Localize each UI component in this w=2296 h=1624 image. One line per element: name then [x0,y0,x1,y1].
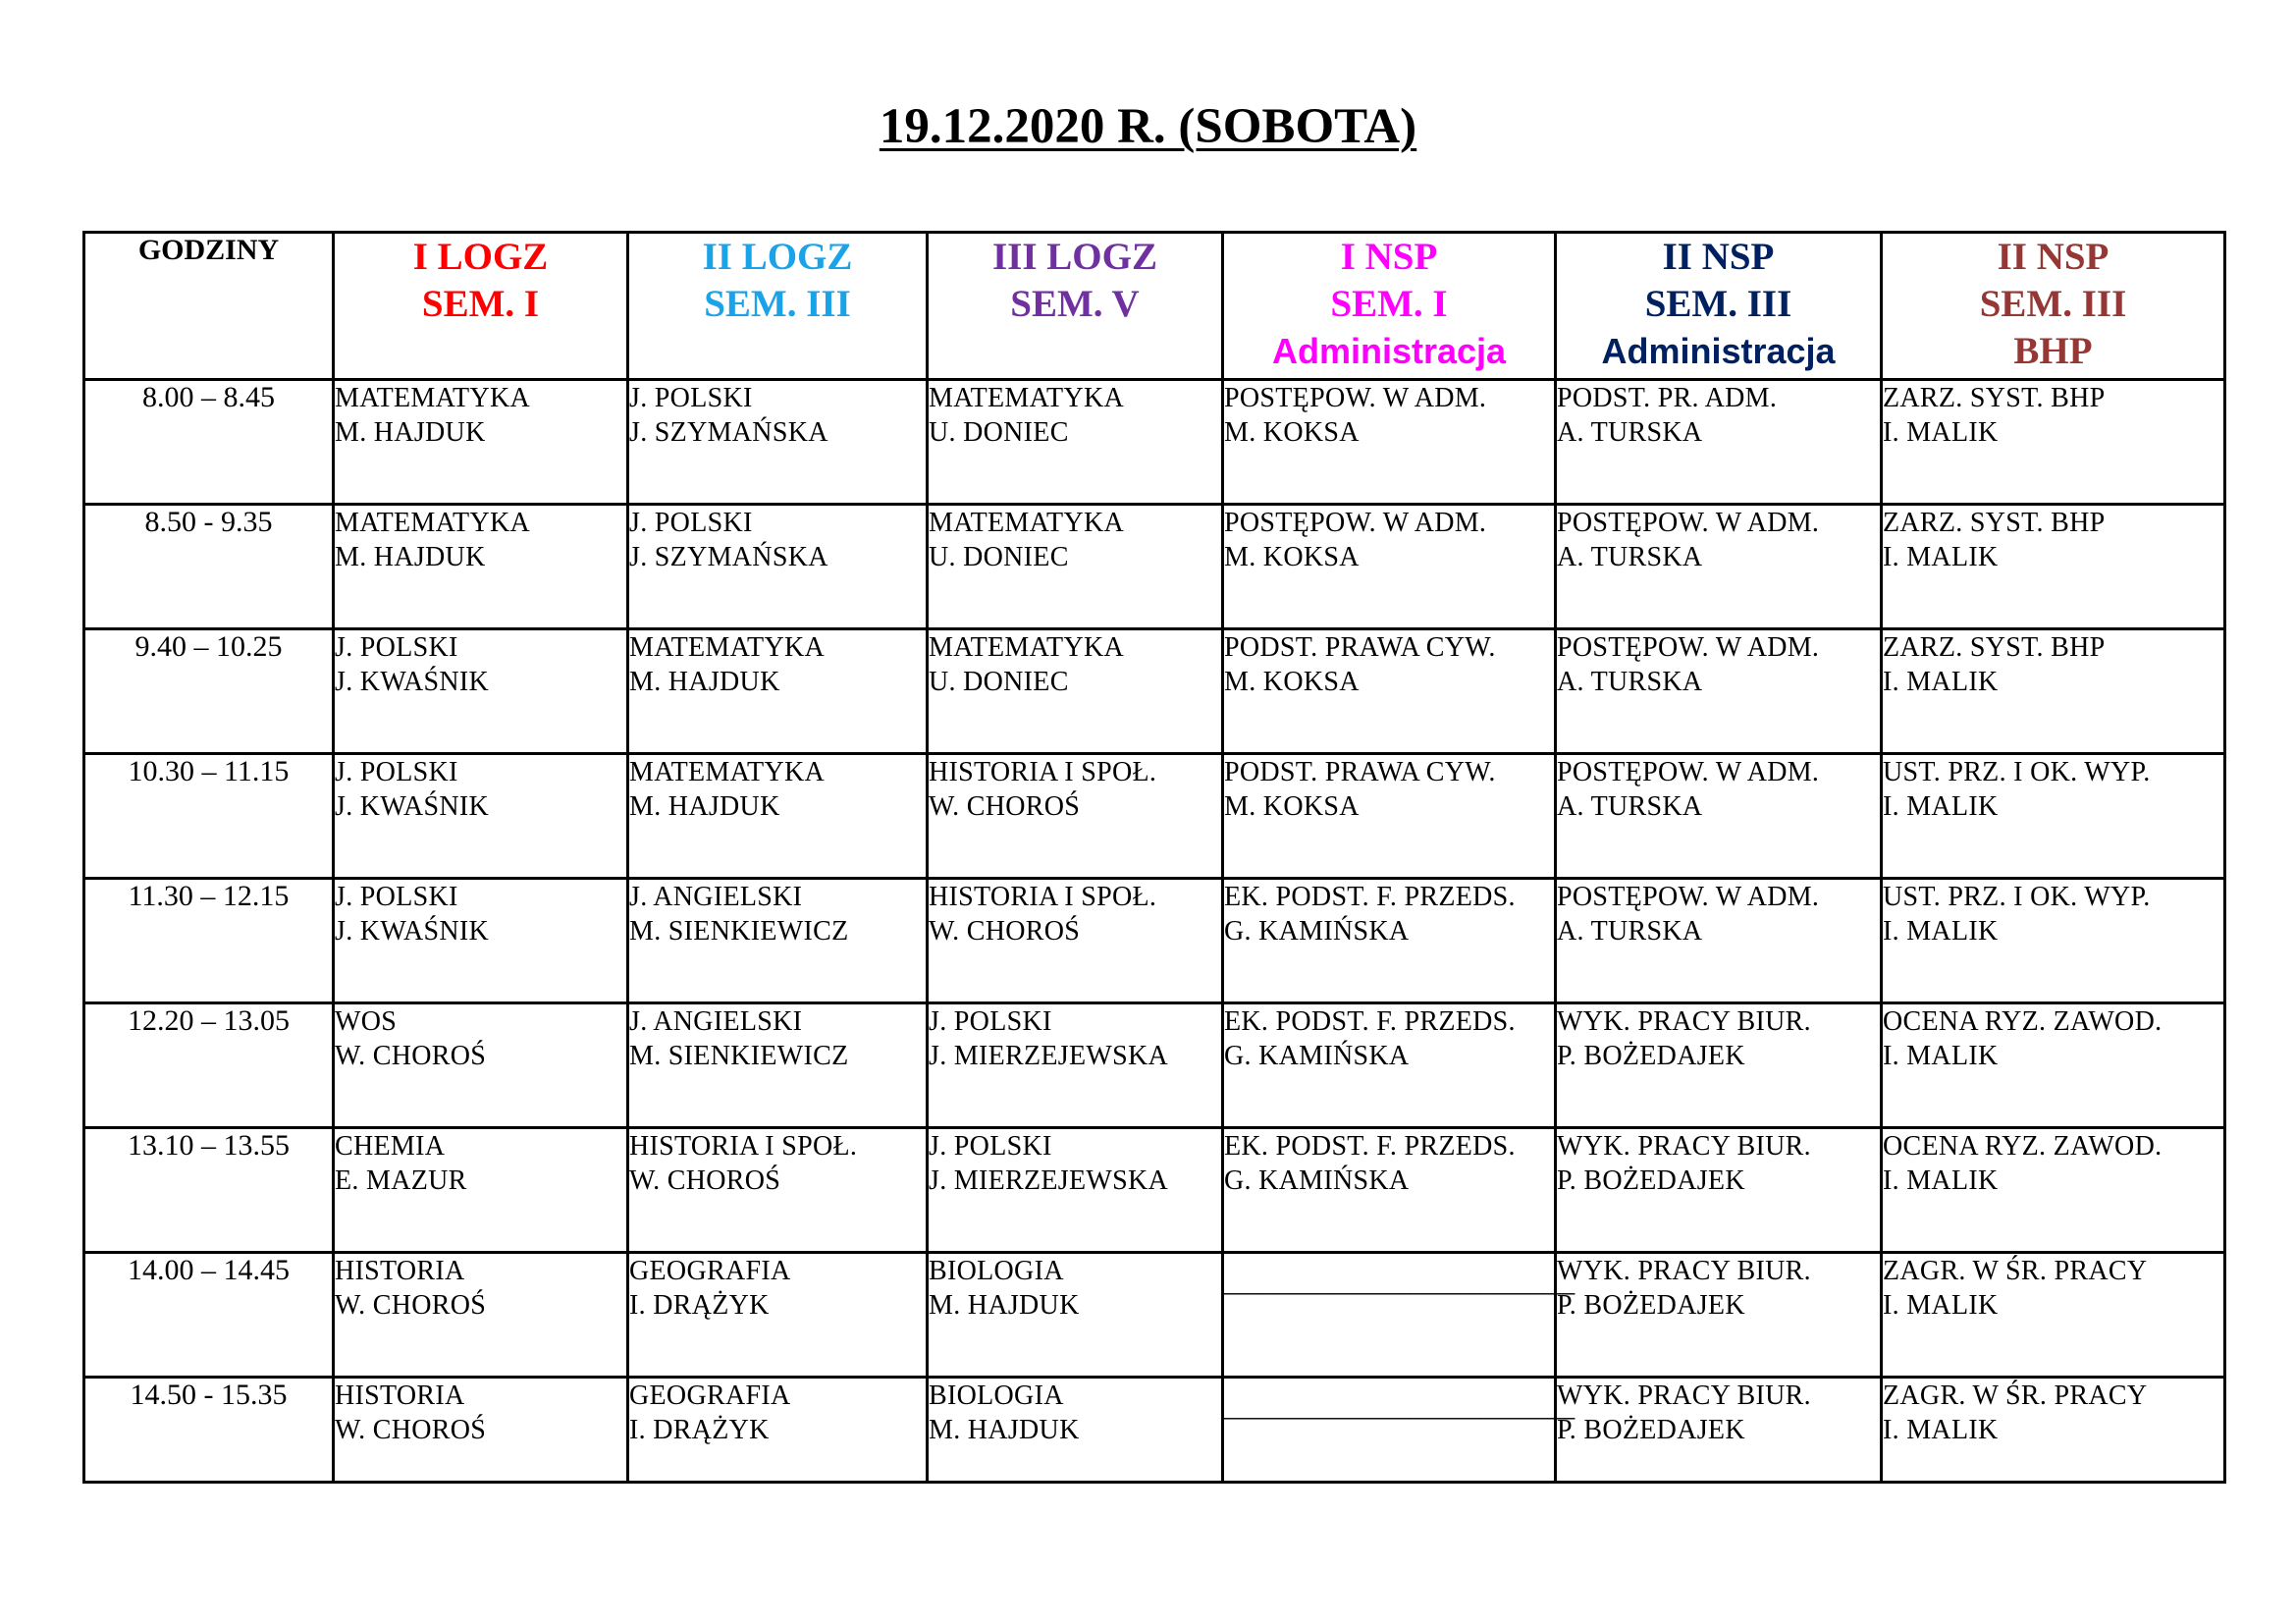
subject-text: MATEMATYKA [629,757,825,787]
lesson-cell [1223,629,1556,754]
time-cell: 14.50 - 15.35 [84,1378,334,1483]
subject-text: BIOLOGIA [929,1380,1064,1411]
class-header-line: III LOGZ [992,236,1157,278]
lesson-cell [1556,1128,1882,1253]
lesson-cell [628,754,928,879]
lesson-cell [928,879,1223,1003]
teacher-text: W. CHOROŚ [929,791,1081,822]
teacher-text: A. TURSKA [1557,417,1703,448]
time-cell: 9.40 – 10.25 [84,629,334,754]
class-header-line: II NSP [1662,236,1775,278]
teacher-text: J. KWAŚNIK [335,791,489,822]
class-header [628,233,928,380]
time-cell: 8.00 – 8.45 [84,380,334,505]
subject-text: J. POLSKI [335,632,458,663]
lesson-cell [1882,1378,2225,1483]
lesson-cell [334,505,628,629]
class-header [928,233,1223,380]
teacher-text: I. MALIK [1883,542,1999,572]
subject-text: UST. PRZ. I OK. WYP. [1883,882,2151,912]
subject-text: BIOLOGIA [929,1256,1064,1286]
lesson-cell [1223,1128,1556,1253]
empty-slot-line: _________________________ [1224,1268,1575,1298]
subject-text: MATEMATYKA [335,508,530,538]
time-cell: 10.30 – 11.15 [84,754,334,879]
teacher-text: M. KOKSA [1224,542,1360,572]
page-title [0,98,2296,155]
subject-text: WYK. PRACY BIUR. [1557,1380,1811,1411]
class-header [1556,233,1882,380]
table-row [84,1253,2225,1378]
lesson-cell [1556,879,1882,1003]
subject-text: WYK. PRACY BIUR. [1557,1006,1811,1037]
lesson-cell [1556,1003,1882,1128]
subject-text: PODST. PR. ADM. [1557,383,1778,413]
teacher-text: M. HAJDUK [629,791,780,822]
subject-text: POSTĘPOW. W ADM. [1557,632,1820,663]
lesson-cell [1223,1378,1575,1483]
class-header-line: BHP [2013,330,2093,372]
class-header-line: SEM. I [1330,283,1448,325]
table-row [84,754,2225,879]
lesson-cell [1223,879,1556,1003]
teacher-text: M. HAJDUK [335,417,486,448]
subject-text: HISTORIA I SPOŁ. [929,757,1157,787]
lesson-cell [1882,879,2225,1003]
lesson-cell [1223,380,1556,505]
teacher-text: I. MALIK [1883,1415,1999,1445]
subject-text: MATEMATYKA [929,383,1124,413]
subject-text: J. POLSKI [929,1131,1052,1162]
subject-text: MATEMATYKA [929,508,1124,538]
table-row [84,380,2225,505]
subject-text: GEOGRAFIA [629,1256,791,1286]
class-header-line: II NSP [1997,236,2109,278]
class-header-line: II LOGZ [702,236,853,278]
teacher-text: I. MALIK [1883,417,1999,448]
header-row [84,233,2225,380]
teacher-text: J. SZYMAŃSKA [629,417,828,448]
teacher-text: M. HAJDUK [929,1415,1080,1445]
subject-text: OCENA RYZ. ZAWOD. [1883,1131,2163,1162]
class-header [334,233,628,380]
teacher-text: W. CHOROŚ [335,1041,487,1071]
lesson-cell [928,380,1223,505]
subject-text: ZARZ. SYST. BHP [1883,508,2106,538]
lesson-cell [1556,1378,1882,1483]
subject-text: HISTORIA [335,1256,465,1286]
subject-text: J. ANGIELSKI [629,882,803,912]
class-header-line: SEM. III [1644,283,1792,325]
hours-header: GODZINY [84,233,334,380]
teacher-text: M. HAJDUK [629,667,780,697]
lesson-cell [628,1003,928,1128]
page-title-text: 19.12.2020 R. (SOBOTA) [879,99,1417,154]
teacher-text: I. MALIK [1883,1290,1999,1321]
lesson-cell [628,505,928,629]
teacher-text: J. KWAŚNIK [335,916,489,947]
subject-text: ZARZ. SYST. BHP [1883,632,2106,663]
lesson-cell [1882,754,2225,879]
teacher-text: U. DONIEC [929,542,1069,572]
subject-text: J. POLSKI [629,508,753,538]
time-cell: 13.10 – 13.55 [84,1128,334,1253]
table-row [84,879,2225,1003]
teacher-text: G. KAMIŃSKA [1224,1165,1410,1196]
subject-text: WYK. PRACY BIUR. [1557,1256,1811,1286]
teacher-text: A. TURSKA [1557,916,1703,947]
subject-text: MATEMATYKA [929,632,1124,663]
lesson-cell [928,1128,1223,1253]
teacher-text: A. TURSKA [1557,667,1703,697]
subject-text: OCENA RYZ. ZAWOD. [1883,1006,2163,1037]
lesson-cell [928,1003,1223,1128]
subject-text: POSTĘPOW. W ADM. [1557,508,1820,538]
lesson-cell [1556,629,1882,754]
teacher-text: U. DONIEC [929,667,1069,697]
teacher-text: U. DONIEC [929,417,1069,448]
lesson-cell [1556,754,1882,879]
teacher-text: J. MIERZEJEWSKA [929,1041,1169,1071]
subject-text: CHEMIA [335,1131,446,1162]
lesson-cell [1223,505,1556,629]
teacher-text: I. MALIK [1883,1165,1999,1196]
subject-text: POSTĘPOW. W ADM. [1224,383,1487,413]
teacher-text: E. MAZUR [335,1165,467,1196]
subject-text: HISTORIA [335,1380,465,1411]
teacher-text: G. KAMIŃSKA [1224,1041,1410,1071]
subject-text: EK. PODST. F. PRZEDS. [1224,1131,1516,1162]
lesson-cell [928,505,1223,629]
lesson-cell [1223,754,1556,879]
teacher-text: I. DRĄŻYK [629,1415,770,1445]
lesson-cell [628,1128,928,1253]
teacher-text: P. BOŻEDAJEK [1557,1041,1745,1071]
subject-text: EK. PODST. F. PRZEDS. [1224,882,1516,912]
teacher-text: I. DRĄŻYK [629,1290,770,1321]
time-cell: 8.50 - 9.35 [84,505,334,629]
class-header-line: SEM. V [1010,283,1140,325]
class-header-line: SEM. III [1979,283,2127,325]
subject-text: ZAGR. W ŚR. PRACY [1883,1380,2148,1411]
teacher-text: M. HAJDUK [335,542,486,572]
lesson-cell [628,629,928,754]
subject-text: ZARZ. SYST. BHP [1883,383,2106,413]
lesson-cell [334,1378,628,1483]
teacher-text: I. MALIK [1883,667,1999,697]
table-row [84,1003,2225,1128]
teacher-text: P. BOŻEDAJEK [1557,1165,1745,1196]
subject-text: WYK. PRACY BIUR. [1557,1131,1811,1162]
class-header-line: Administracja [1271,331,1507,371]
teacher-text: P. BOŻEDAJEK [1557,1415,1745,1445]
lesson-cell [928,754,1223,879]
lesson-cell [334,629,628,754]
class-header-line: I LOGZ [412,236,549,278]
subject-text: WOS [335,1006,398,1037]
table-row [84,1378,2225,1483]
time-cell: 14.00 – 14.45 [84,1253,334,1378]
timetable-body [84,380,2225,1483]
lesson-cell [1556,505,1882,629]
time-cell: 12.20 – 13.05 [84,1003,334,1128]
subject-text: POSTĘPOW. W ADM. [1557,757,1820,787]
time-cell: 11.30 – 12.15 [84,879,334,1003]
lesson-cell [334,754,628,879]
lesson-cell [1882,629,2225,754]
subject-text: J. POLSKI [335,757,458,787]
lesson-cell [1882,380,2225,505]
teacher-text: I. MALIK [1883,916,1999,947]
lesson-cell [628,1378,928,1483]
subject-text: HISTORIA I SPOŁ. [929,882,1157,912]
lesson-cell [928,1378,1223,1483]
teacher-text: P. BOŻEDAJEK [1557,1290,1745,1321]
class-header-line: SEM. III [704,283,851,325]
lesson-cell [628,380,928,505]
teacher-text: I. MALIK [1883,791,1999,822]
teacher-text: G. KAMIŃSKA [1224,916,1410,947]
class-header [1882,233,2225,380]
class-header-line: Administracja [1601,331,1836,371]
lesson-cell [1882,1128,2225,1253]
lesson-cell [928,629,1223,754]
lesson-cell [334,380,628,505]
subject-text: J. POLSKI [335,882,458,912]
subject-text: POSTĘPOW. W ADM. [1557,882,1820,912]
lesson-cell [334,1128,628,1253]
lesson-cell [1223,1253,1575,1378]
subject-text: PODST. PRAWA CYW. [1224,757,1496,787]
subject-text: MATEMATYKA [335,383,530,413]
teacher-text: J. SZYMAŃSKA [629,542,828,572]
subject-text: HISTORIA I SPOŁ. [629,1131,858,1162]
subject-text: UST. PRZ. I OK. WYP. [1883,757,2151,787]
subject-text: EK. PODST. F. PRZEDS. [1224,1006,1516,1037]
teacher-text: M. KOKSA [1224,667,1360,697]
teacher-text: A. TURSKA [1557,791,1703,822]
teacher-text: M. SIENKIEWICZ [629,916,849,947]
teacher-text: W. CHOROŚ [629,1165,781,1196]
class-header-line: I NSP [1340,236,1438,278]
lesson-cell [628,879,928,1003]
lesson-cell [1556,1253,1882,1378]
table-row [84,629,2225,754]
table-row [84,505,2225,629]
lesson-cell [1223,1003,1556,1128]
lesson-cell [928,1253,1223,1378]
timetable [82,231,2226,1484]
teacher-text: J. KWAŚNIK [335,667,489,697]
teacher-text: M. KOKSA [1224,791,1360,822]
subject-text: MATEMATYKA [629,632,825,663]
lesson-cell [628,1253,928,1378]
lesson-cell [334,879,628,1003]
lesson-cell [334,1003,628,1128]
teacher-text: M. SIENKIEWICZ [629,1041,849,1071]
lesson-cell [1882,1003,2225,1128]
teacher-text: W. CHOROŚ [929,916,1081,947]
class-header-line: SEM. I [421,283,540,325]
teacher-text: I. MALIK [1883,1041,1999,1071]
teacher-text: J. MIERZEJEWSKA [929,1165,1169,1196]
subject-text: J. POLSKI [629,383,753,413]
lesson-cell [1882,505,2225,629]
subject-text: J. POLSKI [929,1006,1052,1037]
subject-text: GEOGRAFIA [629,1380,791,1411]
subject-text: PODST. PRAWA CYW. [1224,632,1496,663]
teacher-text: M. HAJDUK [929,1290,1080,1321]
lesson-cell [1556,380,1882,505]
lesson-cell [1882,1253,2225,1378]
empty-slot-line: _________________________ [1224,1392,1575,1423]
table-row [84,1128,2225,1253]
subject-text: J. ANGIELSKI [629,1006,803,1037]
teacher-text: W. CHOROŚ [335,1415,487,1445]
subject-text: ZAGR. W ŚR. PRACY [1883,1256,2148,1286]
teacher-text: A. TURSKA [1557,542,1703,572]
subject-text: POSTĘPOW. W ADM. [1224,508,1487,538]
lesson-cell [334,1253,628,1378]
teacher-text: W. CHOROŚ [335,1290,487,1321]
class-header [1223,233,1556,380]
teacher-text: M. KOKSA [1224,417,1360,448]
